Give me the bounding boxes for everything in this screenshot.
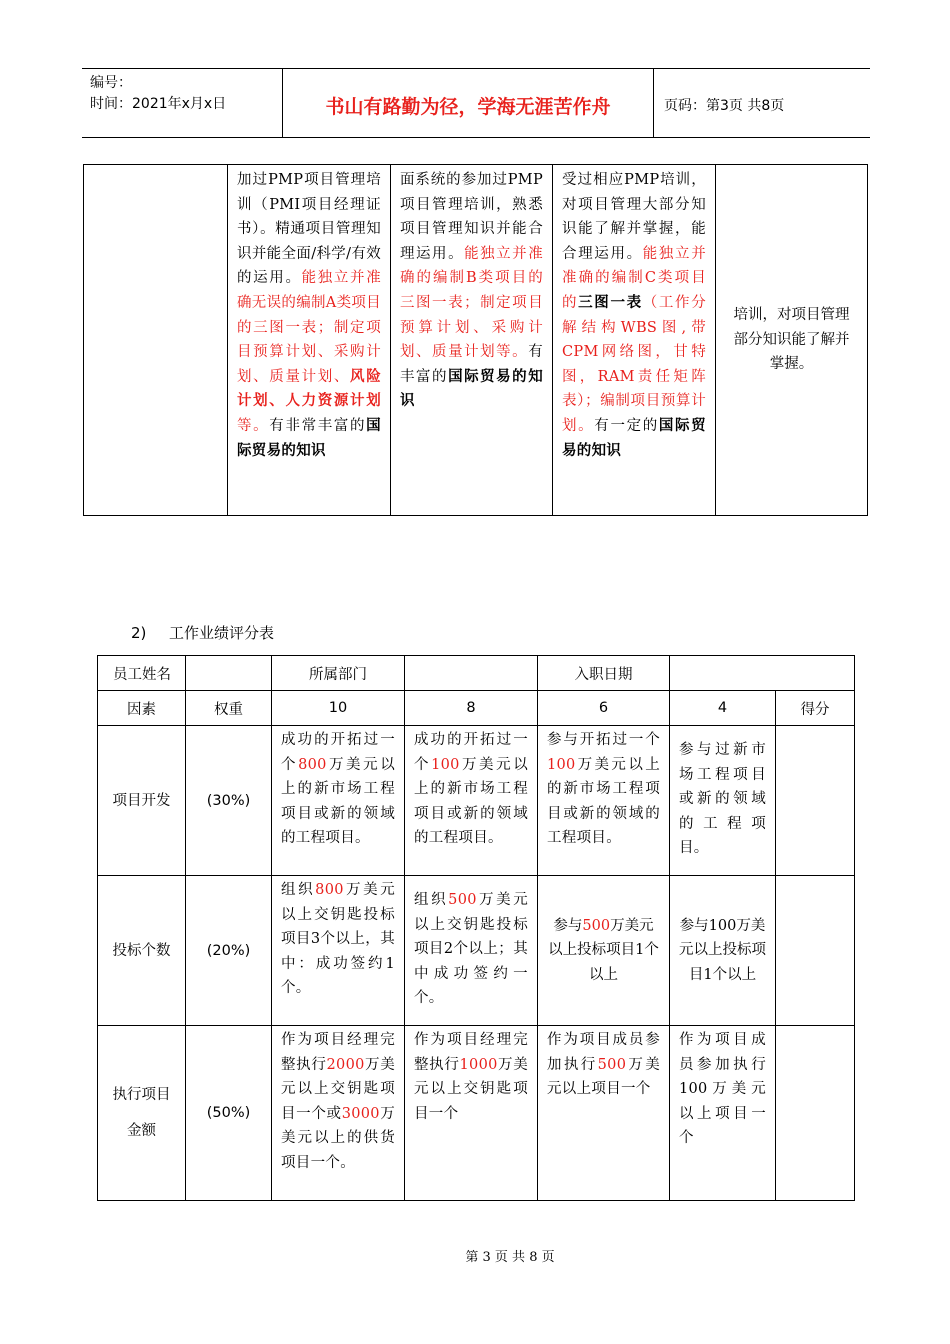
col2-text-d: 等。 bbox=[237, 417, 270, 434]
criteria-cell bbox=[538, 1026, 670, 1201]
criteria-cell bbox=[405, 1026, 538, 1201]
table-row bbox=[98, 656, 855, 691]
criteria-text: 万美元以上的新市场工程项目或新的领域的工程项目。 bbox=[281, 756, 395, 847]
criteria-text: 作为项目经理完整执行 bbox=[414, 1032, 528, 1073]
number-label: 编号： bbox=[90, 75, 132, 91]
footer-page-number: 第 3 页 共 8 页 bbox=[465, 1250, 555, 1265]
col4-text-f: 国际贸易的知识 bbox=[562, 416, 706, 459]
score-cell bbox=[776, 1026, 855, 1201]
score8-header: 8 bbox=[405, 691, 538, 726]
table2-caption bbox=[131, 622, 274, 643]
criteria-text: 参与开拓过一个 bbox=[547, 732, 660, 748]
score6-header: 6 bbox=[538, 691, 670, 726]
performance-score-table bbox=[97, 655, 855, 1201]
header-page-info: 页码：第3页 共8页 bbox=[664, 98, 785, 114]
col4-text-c: 三图一表 bbox=[578, 293, 643, 311]
table-row bbox=[98, 726, 855, 876]
table1-col2 bbox=[228, 165, 391, 516]
criteria-text: 作为项目经理完整执行 bbox=[281, 1032, 395, 1073]
col2-text-b: 能独立并准确无误的编制A类项目的三图一表；制定项目预算计划、采购计划、质量计划、 bbox=[237, 270, 382, 385]
factor-cell: 项目开发 bbox=[98, 726, 186, 876]
header-motto: 书山有路勤为径，学海无涯苦作舟 bbox=[282, 69, 654, 137]
criteria-text: 万美元以上的供货项目一个。 bbox=[281, 1105, 395, 1171]
table1-col1 bbox=[84, 165, 228, 516]
criteria-text: 万美元以上交钥匙项目一个 bbox=[414, 1056, 528, 1122]
criteria-cell bbox=[405, 726, 538, 876]
criteria-cell: 参与100万美元以上投标项目1个以上 bbox=[670, 876, 776, 1026]
employee-name-label: 员工姓名 bbox=[98, 656, 186, 691]
criteria-amount: 500 bbox=[597, 1056, 627, 1073]
criteria-text: 组织 bbox=[281, 882, 316, 898]
factor-cell: 执行项目金额 bbox=[98, 1026, 186, 1201]
criteria-text: 万美元以上交钥匙投标项目3个以上，其中：成功签约1个。 bbox=[281, 882, 395, 997]
department-label: 所属部门 bbox=[272, 656, 405, 691]
col2-text-e: 有非常丰富的 bbox=[269, 417, 367, 434]
criteria-amount: 100 bbox=[431, 756, 460, 773]
col3-text-b: 能独立并准确的编制B类项目的三图一表；制定项目预算计划、采购计划、质量计划等。 bbox=[400, 245, 544, 361]
weight-cell: (20%) bbox=[186, 876, 272, 1026]
table1-col5: 培训，对项目管理部分知识能了解并掌握。 bbox=[716, 165, 868, 516]
criteria-cell bbox=[538, 876, 670, 1026]
criteria-text: 成功的开拓过一个 bbox=[414, 732, 528, 773]
table1-col3 bbox=[391, 165, 553, 516]
criteria-text: 万美元以上的新市场工程项目或新的领域的工程项目。 bbox=[547, 756, 660, 847]
table-row bbox=[98, 1026, 855, 1201]
col3-text-d: 国际贸易的知识 bbox=[400, 367, 543, 410]
competency-table bbox=[83, 164, 868, 516]
weight-cell: (50%) bbox=[186, 1026, 272, 1201]
col4-text-e: 有一定的 bbox=[594, 417, 659, 434]
department-value bbox=[405, 656, 538, 691]
weight-header: 权重 bbox=[186, 691, 272, 726]
criteria-text: 作为项目成员参加执行 bbox=[547, 1032, 660, 1073]
weight-cell: (30%) bbox=[186, 726, 272, 876]
criteria-amount: 500 bbox=[448, 892, 477, 908]
col3-text-c: 有丰富的 bbox=[400, 344, 543, 385]
score4-header: 4 bbox=[670, 691, 776, 726]
criteria-cell bbox=[272, 1026, 405, 1201]
header-meta bbox=[82, 69, 282, 137]
col2-text-a: 加过PMP项目管理培训（PMI项目经理证书）。精通项目管理知识并能全面/科学/有效的运用。 bbox=[237, 172, 381, 287]
table-row bbox=[98, 691, 855, 726]
col4-text-b: 能独立并准确的编制C类项目的 bbox=[562, 245, 706, 311]
criteria-text: 万美元以上投标项目1个以上 bbox=[548, 917, 659, 983]
criteria-cell bbox=[272, 876, 405, 1026]
criteria-cell: 作为项目成员参加执行100万美元以上项目一个 bbox=[670, 1026, 776, 1201]
score-cell bbox=[776, 876, 855, 1026]
criteria-amount: 800 bbox=[315, 882, 344, 898]
hire-date-label: 入职日期 bbox=[538, 656, 670, 691]
table-row bbox=[98, 876, 855, 1026]
criteria-cell bbox=[272, 726, 405, 876]
caption-number: 2) bbox=[131, 624, 147, 642]
criteria-amount: 2000 bbox=[326, 1056, 365, 1073]
col3-text-a: 面系统的参加过PMP项目管理培训，熟悉项目管理知识并能合理运用。 bbox=[400, 172, 543, 262]
criteria-text: 万美元以上交钥匙项目一个或 bbox=[281, 1056, 395, 1122]
factor-cell: 投标个数 bbox=[98, 876, 186, 1026]
criteria-text: 组织 bbox=[414, 892, 449, 908]
criteria-amount: 100 bbox=[547, 756, 576, 773]
criteria-amount: 500 bbox=[582, 917, 611, 934]
criteria-cell: 参与过新市场工程项目或新的领域的工程项目。 bbox=[670, 726, 776, 876]
employee-name-value bbox=[186, 656, 272, 691]
col2-text-f: 国际贸易的知识 bbox=[237, 416, 381, 459]
criteria-text: 万美元以上的新市场工程项目或新的领域的工程项目。 bbox=[414, 756, 528, 847]
col2-text-c: 风险计划、人力资源计划 bbox=[237, 367, 381, 410]
criteria-text: 参与 bbox=[553, 917, 583, 934]
score-header: 得分 bbox=[776, 691, 855, 726]
col4-text-a: 受过相应PMP培训，对项目管理大部分知识能了解并掌握，能合理运用。 bbox=[562, 172, 706, 262]
criteria-text: 万美元以上交钥匙投标项目2个以上；其中成功签约一个。 bbox=[414, 892, 528, 1007]
caption-text: 工作业绩评分表 bbox=[169, 624, 275, 642]
factor-header: 因素 bbox=[98, 691, 186, 726]
criteria-cell bbox=[405, 876, 538, 1026]
criteria-text: 万美元以上项目一个 bbox=[547, 1056, 660, 1098]
criteria-amount: 800 bbox=[298, 756, 327, 773]
col4-text-d: （工作分解结构WBS图,带CPM网络图，甘特图，RAM责任矩阵表）；编制项目预算计划。 bbox=[562, 294, 706, 434]
criteria-amount: 1000 bbox=[459, 1056, 498, 1073]
criteria-amount: 3000 bbox=[341, 1105, 380, 1122]
table1-col4 bbox=[553, 165, 716, 516]
score-cell bbox=[776, 726, 855, 876]
time-label: 时间：2021年x月x日 bbox=[90, 96, 227, 112]
score10-header: 10 bbox=[272, 691, 405, 726]
page-footer bbox=[0, 1246, 950, 1265]
criteria-cell bbox=[538, 726, 670, 876]
page-header bbox=[82, 68, 870, 138]
hire-date-value bbox=[670, 656, 855, 691]
criteria-text: 成功的开拓过一个 bbox=[281, 732, 395, 773]
